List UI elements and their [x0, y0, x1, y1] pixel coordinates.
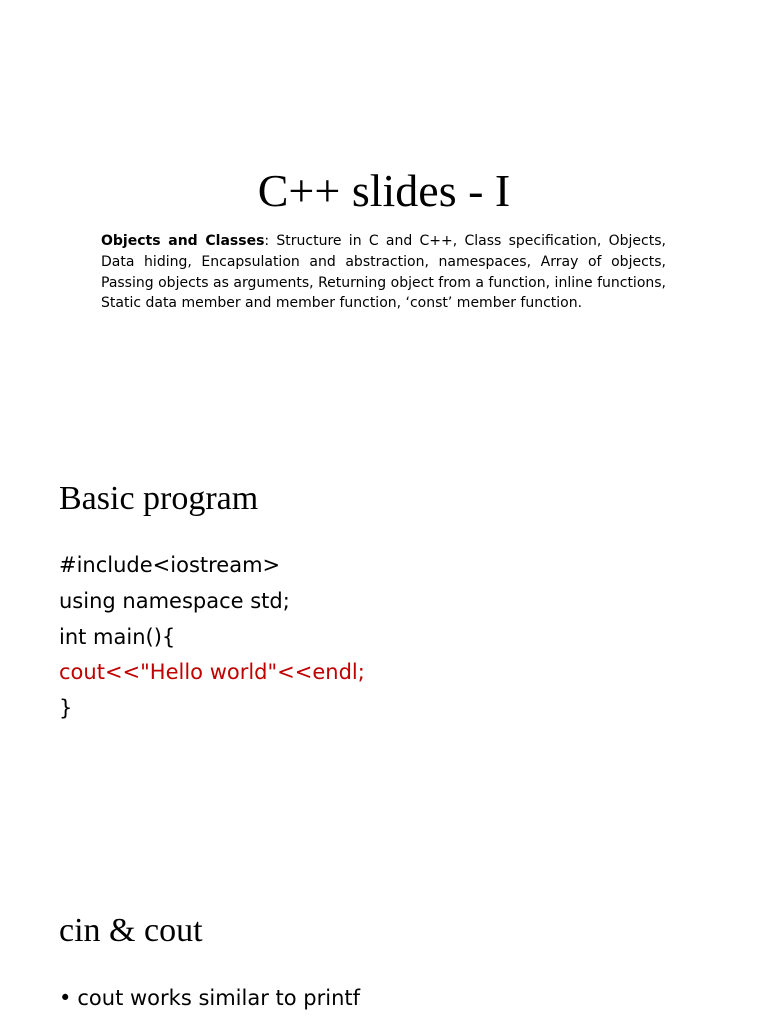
bullet-dot: •	[59, 986, 72, 1010]
code-line: cout<<"Hello world"<<endl;	[59, 660, 365, 685]
code-line: #include<iostream>	[59, 553, 281, 577]
bullet-item	[59, 981, 360, 1016]
bullet-list	[59, 981, 360, 1016]
cin-cout-slide	[0, 864, 768, 1024]
slide-title: C++ slides - I	[257, 165, 511, 216]
abstract-text: : Structure in C and C++, Class specification, Objects, Data hiding, Encapsulation and abstraction, namespaces, Array of objects, Passing objects as arguments, Returning object from a function, inline functions, Static data member and member function, ‘const’ member function.	[101, 233, 666, 312]
slide-heading: cin & cout	[59, 912, 203, 949]
basic-program-slide	[0, 432, 768, 864]
code-listing	[59, 548, 365, 727]
slide-heading: Basic program	[59, 480, 259, 517]
code-line: int main(){	[59, 624, 176, 649]
code-line: using namespace std;	[59, 588, 290, 613]
title-slide	[0, 0, 768, 432]
bullet-text: cout works similar to printf	[77, 986, 361, 1010]
abstract-label: Objects and Classes	[101, 233, 265, 249]
code-line: }	[59, 696, 73, 721]
abstract-paragraph	[101, 231, 666, 314]
